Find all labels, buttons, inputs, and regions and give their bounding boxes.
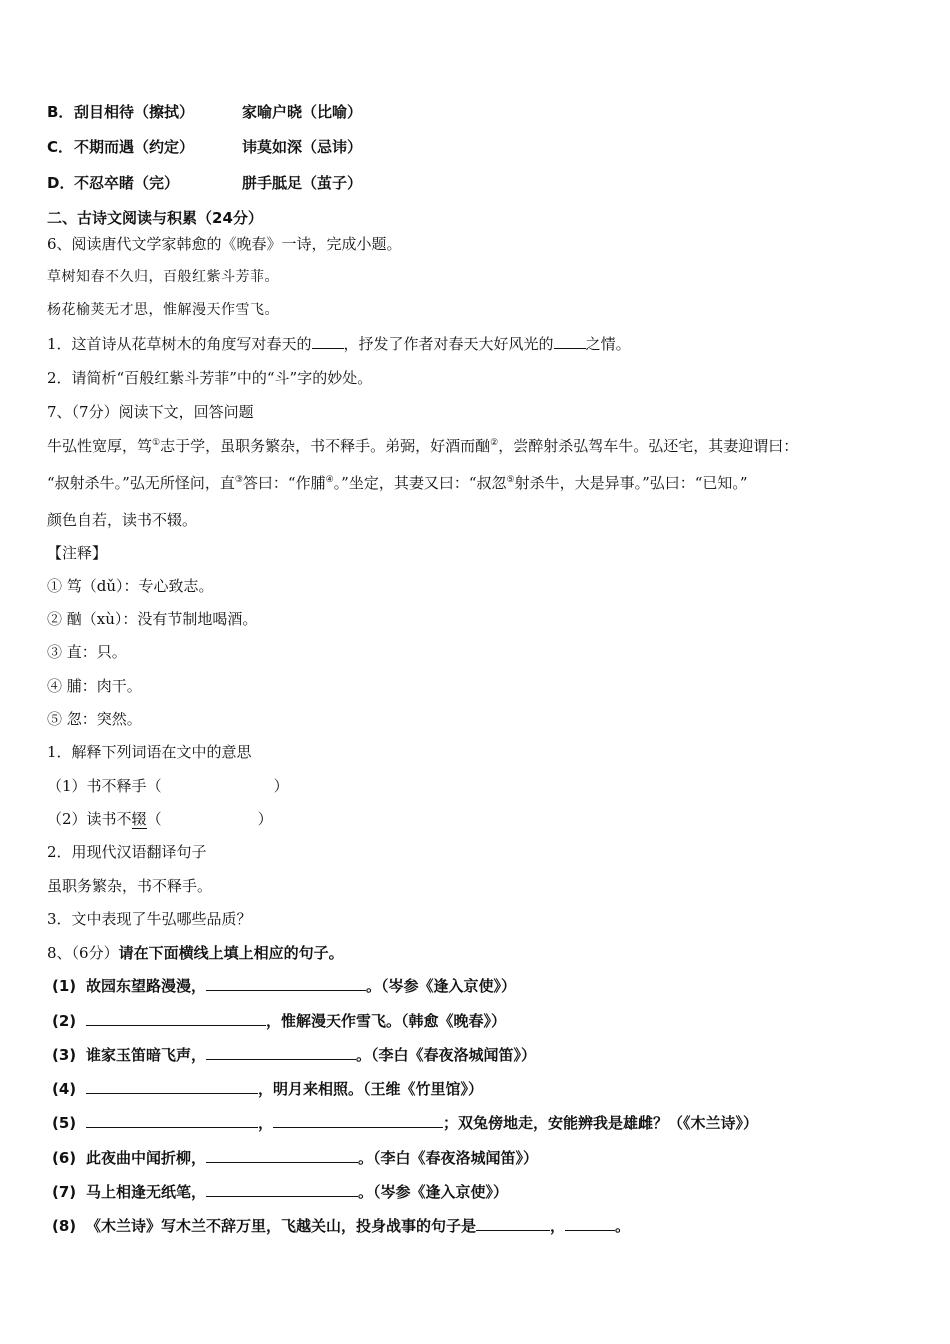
item-number: (4) bbox=[52, 1080, 77, 1098]
answer-blank[interactable] bbox=[86, 1011, 266, 1026]
item-number: (5) bbox=[52, 1114, 77, 1132]
footnote-marker: ② bbox=[490, 438, 499, 448]
fill-item-7 bbox=[52, 1182, 508, 1202]
answer-blank[interactable] bbox=[565, 1216, 615, 1231]
answer-blank[interactable] bbox=[206, 1148, 358, 1163]
note-item: ② 酗（xù）：没有节制地喝酒。 bbox=[47, 610, 258, 628]
passage-text: ，尝醉射杀弘驾车牛。弘还宅，其妻迎谓曰： bbox=[498, 437, 799, 455]
option-letter: D． bbox=[47, 174, 75, 192]
footnote-marker: ④ bbox=[325, 475, 334, 485]
item-text: ， bbox=[258, 1114, 274, 1132]
key-word: 辍 bbox=[131, 810, 147, 828]
fill-item-8 bbox=[52, 1216, 630, 1236]
item-number: (6) bbox=[52, 1149, 77, 1167]
key-word: 释 bbox=[116, 777, 132, 795]
item-text: 。（李白《春夜洛城闻笛》） bbox=[358, 1149, 539, 1167]
q6-sub2: 2．请简析“百般红紫斗芳菲”中的“斗”字的妙处。 bbox=[47, 369, 373, 387]
q6-sub1-text-b: ，抒发了作者对春天大好风光的 bbox=[343, 335, 554, 353]
footnote-marker: ③ bbox=[234, 475, 243, 485]
item-text: （1）书不 bbox=[47, 777, 117, 795]
poem-line-2: 杨花榆荚无才思，惟解漫天作雪飞。 bbox=[47, 302, 279, 318]
passage-text: 答曰：“作脯 bbox=[242, 474, 326, 492]
note-item: ④ 脯：肉干。 bbox=[47, 677, 142, 695]
answer-blank[interactable] bbox=[86, 1079, 258, 1094]
item-number: (8) bbox=[52, 1217, 77, 1235]
note-item: ① 笃（dǔ）：专心致志。 bbox=[47, 577, 214, 595]
item-number: (7) bbox=[52, 1183, 77, 1201]
q7-sub1-item-2 bbox=[47, 809, 273, 829]
fill-item-2 bbox=[52, 1011, 506, 1031]
q6-sub1-text-a: 1．这首诗从花草树木的角度写对春天的 bbox=[47, 335, 312, 353]
item-text: （2）读书不 bbox=[47, 810, 132, 828]
fill-item-4 bbox=[52, 1079, 483, 1099]
item-text: ， bbox=[550, 1217, 566, 1235]
answer-blank[interactable] bbox=[206, 1045, 356, 1060]
option-text-b: 讳莫如深（忌讳） bbox=[242, 138, 363, 156]
passage-text: 牛弘性宽厚，笃 bbox=[47, 437, 153, 455]
q8-intro bbox=[47, 943, 344, 963]
option-c bbox=[47, 137, 362, 157]
answer-blank[interactable] bbox=[476, 1216, 550, 1231]
item-text: 。（岑参《逢入京使》） bbox=[366, 977, 517, 995]
item-text: 。（李白《春夜洛城闻笛》） bbox=[356, 1046, 537, 1064]
q7-sub1: 1．解释下列词语在文中的意思 bbox=[47, 743, 252, 761]
item-number: (1) bbox=[52, 977, 77, 995]
q6-intro: 6、阅读唐代文学家韩愈的《晚春》一诗，完成小题。 bbox=[47, 235, 402, 253]
note-item: ⑤ 忽：突然。 bbox=[47, 710, 142, 728]
footnote-marker: ① bbox=[152, 438, 161, 448]
note-item: ③ 直：只。 bbox=[47, 643, 127, 661]
item-text: ，惟解漫天作雪飞。（韩愈《晚春》） bbox=[266, 1012, 507, 1030]
item-text: 谁家玉笛暗飞声， bbox=[86, 1046, 207, 1064]
option-text-b: 胼手胝足（茧子） bbox=[242, 174, 363, 192]
q7-sub3: 3．文中表现了牛弘哪些品质？ bbox=[47, 910, 252, 928]
item-number: (3) bbox=[52, 1046, 77, 1064]
answer-blank[interactable] bbox=[273, 1113, 443, 1128]
item-text: ，明月来相照。（王维《竹里馆》） bbox=[258, 1080, 484, 1098]
fill-item-5 bbox=[52, 1113, 758, 1133]
item-text: 。（岑参《逢入京使》） bbox=[358, 1183, 509, 1201]
answer-blank[interactable] bbox=[554, 334, 586, 349]
answer-blank[interactable] bbox=[312, 334, 344, 349]
option-text-a: 不忍卒睹（完） bbox=[74, 174, 180, 192]
passage-text: “叔射杀牛。”弘无所怪问，直 bbox=[47, 474, 235, 492]
item-text: 故园东望路漫漫， bbox=[86, 977, 207, 995]
q7-passage-line-1 bbox=[47, 436, 798, 456]
q7-sub1-item-1 bbox=[47, 776, 289, 796]
option-text-a: 不期而遇（约定） bbox=[74, 138, 195, 156]
passage-text: 射杀牛，大是异事。”弘曰：“已知。” bbox=[514, 474, 748, 492]
q8-instruction: 请在下面横线上填上相应的句子。 bbox=[118, 944, 344, 962]
q6-sub1 bbox=[47, 334, 631, 354]
answer-blank[interactable] bbox=[206, 1182, 358, 1197]
answer-blank[interactable] bbox=[206, 976, 366, 991]
option-text-b: 家喻户晓（比喻） bbox=[242, 103, 363, 121]
item-text: 马上相逢无纸笔， bbox=[86, 1183, 207, 1201]
q7-sub2-sentence: 虽职务繁杂，书不释手。 bbox=[47, 877, 213, 895]
item-text: （ bbox=[146, 810, 162, 828]
option-letter: C． bbox=[47, 138, 74, 156]
passage-text: 志于学，虽职务繁杂，书不释手。弟弼，好酒而酗 bbox=[160, 437, 491, 455]
item-text: 。 bbox=[615, 1217, 631, 1235]
q7-intro: 7、（7分）阅读下文，回答问题 bbox=[47, 403, 254, 421]
option-b bbox=[47, 102, 362, 122]
item-number: (2) bbox=[52, 1012, 77, 1030]
fill-item-3 bbox=[52, 1045, 536, 1065]
notes-title: 【注释】 bbox=[47, 544, 108, 562]
q7-sub2: 2．用现代汉语翻译句子 bbox=[47, 843, 207, 861]
item-text: 此夜曲中闻折柳， bbox=[86, 1149, 207, 1167]
option-text-a: 刮目相待（擦拭） bbox=[74, 103, 195, 121]
q7-passage-line-2 bbox=[47, 473, 748, 493]
answer-blank[interactable] bbox=[86, 1113, 258, 1128]
q8-points: 8、（6分） bbox=[47, 944, 119, 962]
q7-passage-line-3: 颜色自若，读书不辍。 bbox=[47, 511, 198, 529]
item-text: 手（ bbox=[131, 777, 162, 795]
option-letter: B． bbox=[47, 103, 74, 121]
item-text: 《木兰诗》写木兰不辞万里，飞越关山，投身战事的句子是 bbox=[86, 1217, 477, 1235]
fill-item-1 bbox=[52, 976, 516, 996]
item-text: ） bbox=[273, 777, 289, 795]
fill-item-6 bbox=[52, 1148, 538, 1168]
section-title: 二、古诗文阅读与积累（24分） bbox=[47, 209, 263, 227]
item-text: ） bbox=[257, 810, 273, 828]
item-text: ；双兔傍地走，安能辨我是雄雌？（《木兰诗》） bbox=[443, 1114, 759, 1132]
poem-line-1: 草树知春不久归，百般红紫斗芳菲。 bbox=[47, 269, 279, 285]
footnote-marker: ⑤ bbox=[506, 475, 515, 485]
option-d bbox=[47, 173, 362, 193]
passage-text: 。”坐定，其妻又曰：“叔忽 bbox=[333, 474, 507, 492]
q6-sub1-text-c: 之情。 bbox=[585, 335, 631, 353]
